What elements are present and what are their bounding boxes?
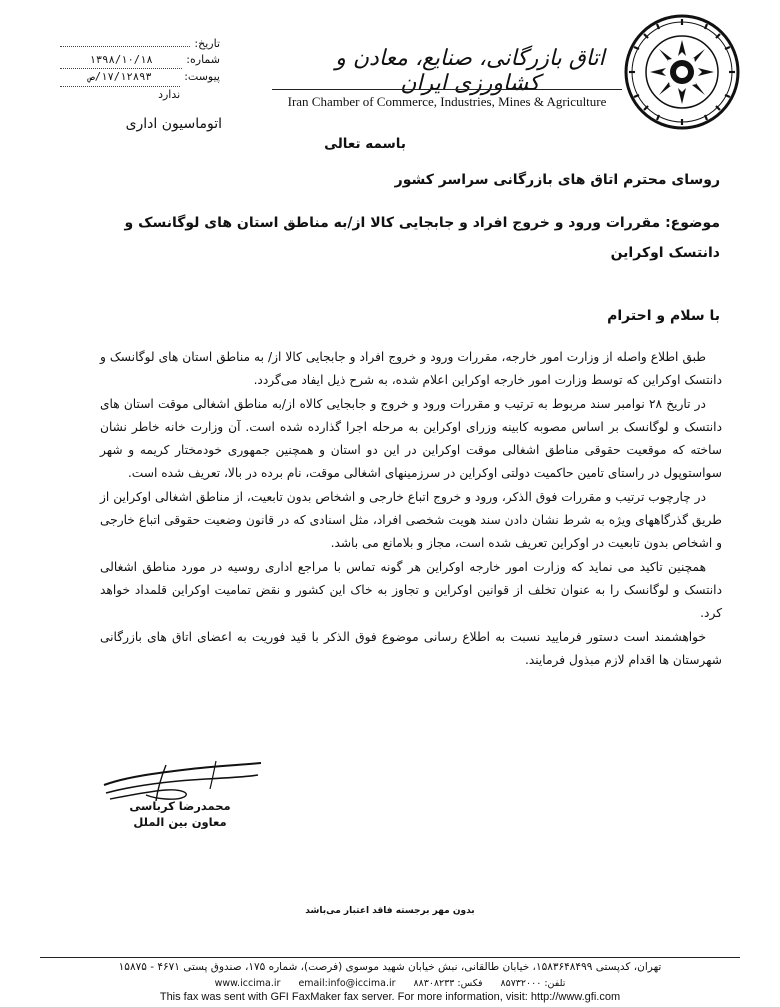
- org-name-en: Iran Chamber of Commerce, Industries, Mines & Agriculture: [287, 94, 607, 109]
- signatory-title: معاون بین الملل: [133, 815, 227, 829]
- date-row: [60, 32, 220, 52]
- iccima-seal-icon: [622, 12, 742, 132]
- attachment-status: ندارد: [158, 87, 181, 101]
- header-divider: [272, 89, 622, 90]
- number-label: شماره:: [186, 52, 220, 66]
- letter-meta: [60, 32, 220, 102]
- body-paragraph: همچنین تاکید می نماید که وزارت امور خارجه اوکراین هر گونه تماس با مراجع اداری روسیه در مورد مناطق اشغالی دانتسک و لوگانسک را به عنوان تخلف از قوانین اوکراین و تجاوز به خاک این کشور و نقض تمامیت اوکراین قلمداد خواهد کرد.: [100, 559, 722, 621]
- number-value: ۱۳۹۸/۱۰/۱۸: [60, 53, 182, 70]
- attachment-row: [60, 69, 220, 87]
- attachment-label: پیوست:: [184, 70, 220, 83]
- body-paragraph: در تاریخ ۲۸ نوامبر سند مربوط به ترتیب و مقررات ورود و خروج و جابجایی کالاه از/به مناطق اشغالی موقت استان های دانتسک و لوگانسک بر اساس مصوبه کابینه وزرای اوکراین به مرحله اجرا گذارده شده است. آن وزارت خانه خاطر نشان ساخته که موقعیت حقوقی مناطق اشغالی موقت اوکراین در این دو استان و همچنین جمهوری خودمختار کریمه و شهر سواستوپول در راستای تامین حاکمیت دولتی اوکراین در سرزمینهای اشغالی موقت، نام برده در بالا، تعریف شده است.: [100, 396, 722, 481]
- date-value: [60, 32, 190, 47]
- footer-contact: [90, 978, 690, 989]
- fax-banner: This fax was sent with GFI FaxMaker fax server. For more information, visit: http://www.gfi.com: [159, 991, 621, 1003]
- attachment-status-row: [60, 87, 220, 103]
- footer-email: email:info@iccima.ir: [298, 978, 396, 989]
- letter-body: [100, 346, 722, 672]
- number-row: [60, 52, 220, 70]
- signatory-name: محمدرضا کرباسی: [129, 799, 231, 813]
- footer-website: www.iccima.ir: [214, 978, 281, 989]
- footer-phone: تلفن: ۸۵۷۳۲۰۰۰: [500, 978, 566, 989]
- attachment-value: ۱۷/۱۲۸۹۳/ص: [60, 70, 180, 87]
- invocation: باسمه تعالی: [324, 136, 406, 152]
- recipient: روسای محترم اتاق های بازرگانی سراسر کشور: [394, 172, 720, 188]
- body-paragraph: طبق اطلاع واصله از وزارت امور خارجه، مقررات ورود و خروج افراد و جابجایی کالا از/ به مناطق استان های لوگانسک و دانتسک اوکراین که توسط وزارت امور خارجه اوکراین اعلام شده، به شرح ذیل ایفاد می‌گردد.: [100, 350, 722, 388]
- footer-divider: [40, 957, 740, 958]
- org-name-fa: اتاق بازرگانی، صنایع، معادن و کشاورزی ایران: [335, 46, 605, 96]
- seal-validity-note: بدون مهر برجسته فاقد اعتبار می‌باشد: [305, 906, 475, 916]
- date-label: تاریخ:: [194, 37, 220, 50]
- greeting: با سلام و احترام: [607, 308, 720, 324]
- office-automation-label: اتوماسیون اداری: [125, 116, 222, 132]
- subject-line: موضوع: مقررات ورود و خروج افراد و جابجایی کالا از/به مناطق استان های لوگانسک و دانتسک اوکراین: [124, 215, 720, 261]
- footer-address: تهران، کدپستی ۱۵۸۳۶۴۸۴۹۹، خیابان طالقانی، نبش خیابان شهید موسوی (فرصت)، شماره ۱۷۵، صندوق پستی ۴۶۷۱ - ۱۵۸۷۵: [118, 961, 662, 973]
- body-paragraph: خواهشمند است دستور فرمایید نسبت به اطلاع رسانی موضوع فوق الذکر با قید فوریت به اعضای اتاق های بازرگانی شهرستان ها اقدام لازم مبذول فرمایند.: [100, 629, 722, 667]
- body-paragraph: در چارچوب ترتیب و مقررات فوق الذکر، ورود و خروج اتباع خارجی و اشخاص بدون تابعیت، از مناطق اشغالی اوکراین از طریق گذرگاههای ویژه به شرط نشان دادن سند هویت شخصی افراد، مثل اسنادی که در قانون وضعیت حقوقی اتباع خارجی و اشخاص بدون تابعیت در اوکراین تعریف شده است، مجاز و بلامانع می باشد.: [100, 489, 722, 551]
- footer-fax: فکس: ۸۸۳۰۸۲۳۳: [413, 978, 483, 989]
